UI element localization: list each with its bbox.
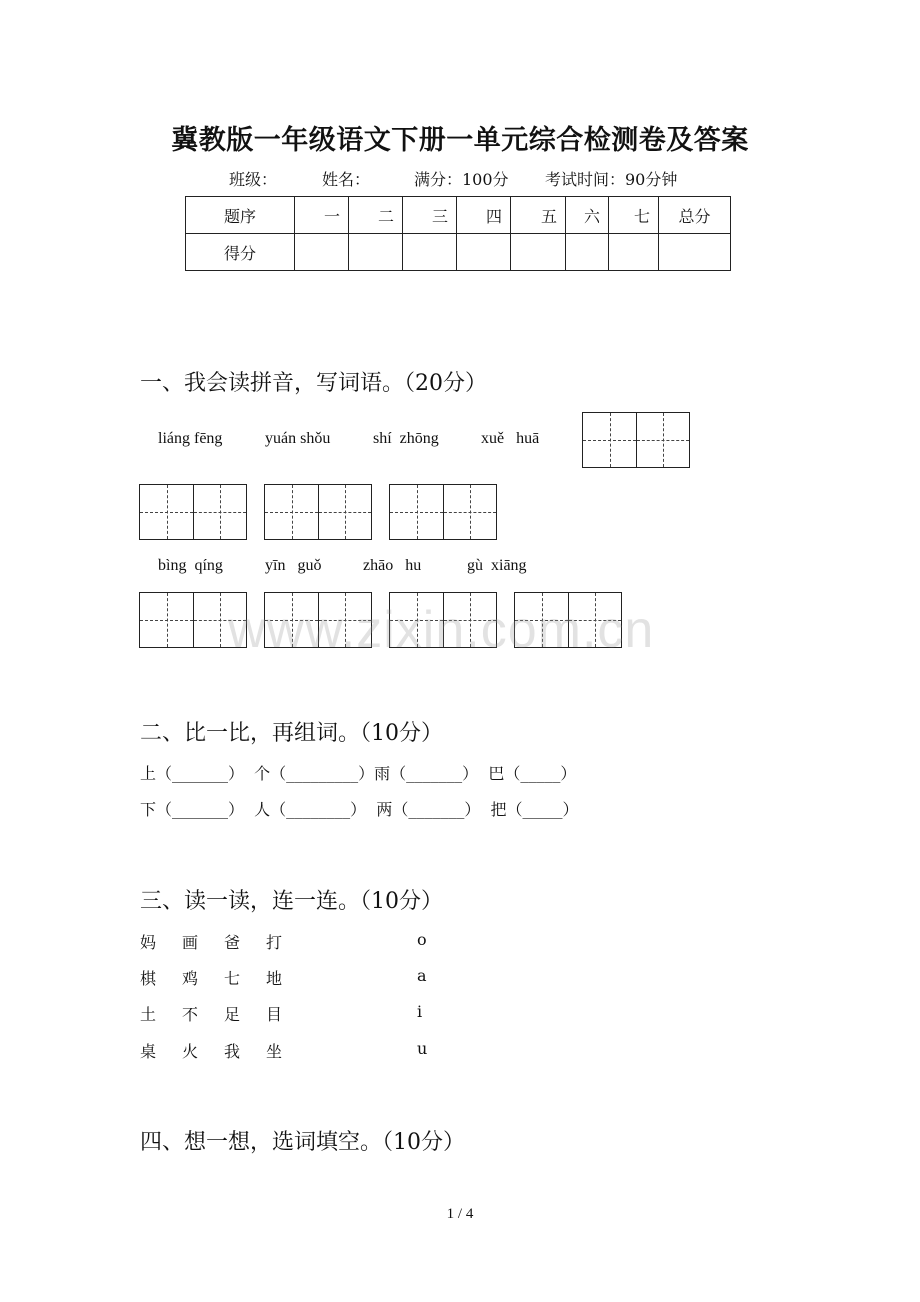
score-cell[interactable] xyxy=(609,234,659,271)
section2-heading: 二、比一比，再组词。（10分） xyxy=(140,721,443,746)
char-row-4 xyxy=(140,1039,308,1062)
score-table-score-row xyxy=(186,234,731,271)
char-row-2 xyxy=(140,966,308,989)
section4-heading: 四、想一想，选词填空。（10分） xyxy=(140,1130,465,1155)
col-4: 四 xyxy=(457,197,511,234)
pinyin-8: gù xiāng xyxy=(467,557,527,574)
writing-cell[interactable] xyxy=(443,485,496,539)
document-title: 冀教版一年级语文下册一单元综合检测卷及答案 xyxy=(171,125,749,156)
writing-cell[interactable] xyxy=(583,413,636,467)
writing-cell[interactable] xyxy=(140,485,193,539)
char: 足 xyxy=(224,1005,241,1024)
score-cell[interactable] xyxy=(511,234,566,271)
pinyin-3: shí zhōng xyxy=(373,430,439,447)
watermark: www.zixin.com.cn xyxy=(228,601,655,659)
class-label: 班级： xyxy=(229,170,278,189)
char: 土 xyxy=(140,1005,157,1024)
col-7: 七 xyxy=(609,197,659,234)
name-label: 姓名： xyxy=(322,170,371,189)
score-cell[interactable] xyxy=(457,234,511,271)
char: 我 xyxy=(224,1042,241,1061)
char: 桌 xyxy=(140,1042,157,1061)
writing-cell[interactable] xyxy=(318,485,371,539)
char: 目 xyxy=(266,1005,283,1024)
writing-cell[interactable] xyxy=(265,485,318,539)
compare-row-1: 上（_______） 个（_________）雨（_______） 巴（_____） xyxy=(140,764,577,783)
char: 鸡 xyxy=(182,969,199,988)
char: 棋 xyxy=(140,969,157,988)
exam-time-label: 考试时间：90分钟 xyxy=(545,170,678,189)
pinyin-7: zhāo hu xyxy=(363,557,422,574)
pinyin-2: yuán shǒu xyxy=(265,430,331,447)
letter-u: u xyxy=(417,1039,428,1058)
score-cell[interactable] xyxy=(403,234,457,271)
header-label: 题序 xyxy=(186,197,295,234)
row-label: 得分 xyxy=(186,234,295,271)
total-label: 总分 xyxy=(659,197,731,234)
score-cell[interactable] xyxy=(349,234,403,271)
col-6: 六 xyxy=(566,197,609,234)
char: 打 xyxy=(266,933,283,952)
char: 火 xyxy=(182,1042,199,1061)
writing-grid[interactable] xyxy=(139,484,247,540)
writing-grid[interactable] xyxy=(389,484,497,540)
pinyin-4: xuě huā xyxy=(481,430,540,447)
col-3: 三 xyxy=(403,197,457,234)
char: 坐 xyxy=(266,1042,283,1061)
writing-cell[interactable] xyxy=(140,593,193,647)
letter-a: a xyxy=(417,966,427,985)
pinyin-5: bìng qíng xyxy=(158,557,223,574)
writing-cell[interactable] xyxy=(636,413,689,467)
full-score-label: 满分：100分 xyxy=(414,170,509,189)
section3-heading: 三、读一读，连一连。（10分） xyxy=(140,889,443,914)
section1-heading: 一、我会读拼音，写词语。（20分） xyxy=(140,371,487,396)
writing-cell[interactable] xyxy=(390,485,443,539)
col-5: 五 xyxy=(511,197,566,234)
score-cell[interactable] xyxy=(295,234,349,271)
char-row-3 xyxy=(140,1002,308,1025)
total-score-cell[interactable] xyxy=(659,234,731,271)
letter-i: i xyxy=(417,1002,423,1021)
char-row-1 xyxy=(140,930,308,953)
pinyin-6: yīn guǒ xyxy=(265,557,322,574)
char: 地 xyxy=(266,969,283,988)
char: 七 xyxy=(224,969,241,988)
letter-o: o xyxy=(417,930,427,949)
score-table-header-row xyxy=(186,197,731,234)
char: 画 xyxy=(182,933,199,952)
pinyin-1: liáng fēng xyxy=(158,430,223,447)
score-cell[interactable] xyxy=(566,234,609,271)
char: 爸 xyxy=(224,933,241,952)
compare-row-2: 下（_______） 人（________） 两（_______） 把（_____） xyxy=(140,800,579,819)
writing-cell[interactable] xyxy=(193,485,246,539)
score-table xyxy=(185,196,731,271)
col-1: 一 xyxy=(295,197,349,234)
col-2: 二 xyxy=(349,197,403,234)
writing-grid[interactable] xyxy=(582,412,690,468)
char: 不 xyxy=(182,1005,199,1024)
page-number: 1 / 4 xyxy=(446,1206,474,1222)
char: 妈 xyxy=(140,933,157,952)
writing-grid[interactable] xyxy=(264,484,372,540)
